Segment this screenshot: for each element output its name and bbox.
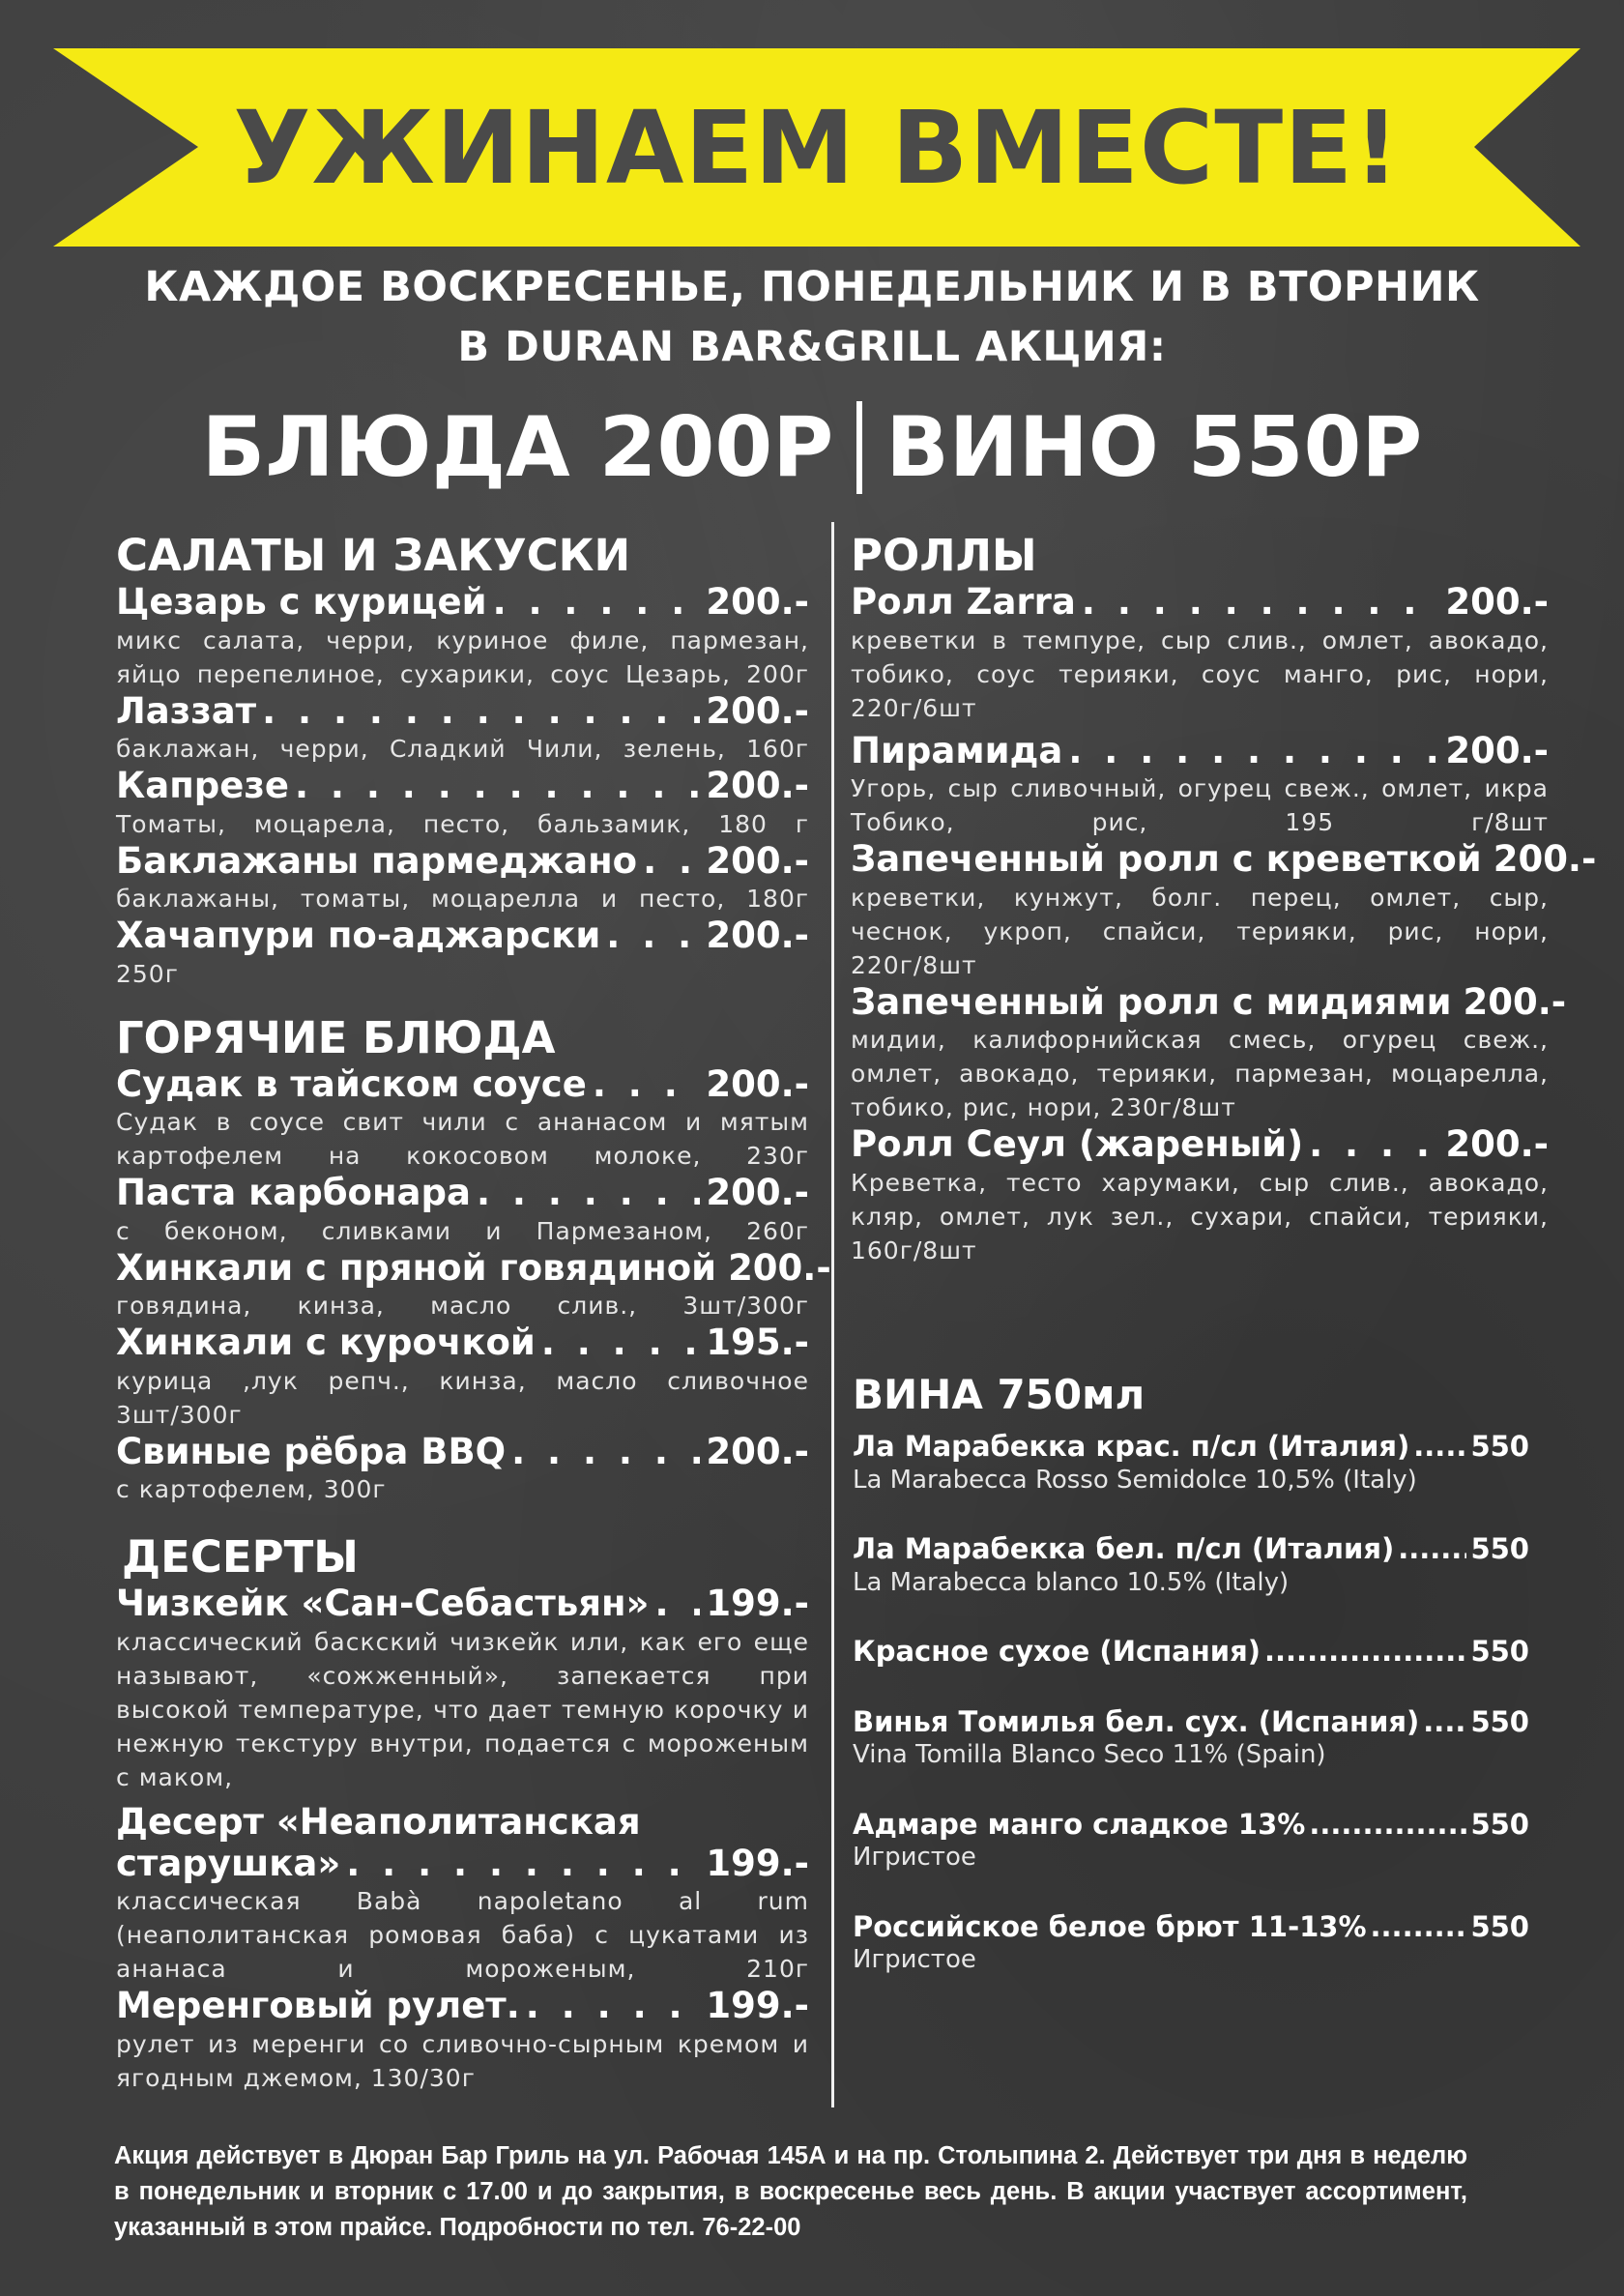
item-description: креветки в темпуре, сыр слив., омлет, авокадо, тобико, соус терияки, соус манго, рис, нори, 220г/6шт [851, 625, 1549, 722]
menu-item [116, 1173, 809, 1248]
promo-banner [53, 48, 1580, 247]
promo-days-line: КАЖДОЕ ВОСКРЕСЕНЬЕ, ПОНЕДЕЛЬНИК И В ВТОРНИК [144, 263, 1480, 311]
wine-item [853, 1807, 1529, 1875]
dot-leader [262, 691, 700, 733]
item-price: 200.- [706, 581, 809, 623]
item-name: Хачапури по-аджарски [116, 915, 601, 957]
item-description: Угорь, сыр сливочный, огурец свеж., омлет, икра Тобико, рис, 195 г/8шт [851, 774, 1549, 837]
item-name: Баклажаны пармеджано [116, 839, 638, 882]
wine-name: Красное сухое (Испания) [853, 1635, 1261, 1669]
item-name: Капрезе [116, 765, 289, 807]
item-name: старушка» [116, 1842, 341, 1884]
wine-price: 550 [1470, 1430, 1529, 1464]
section-title-desserts: ДЕСЕРТЫ [122, 1531, 359, 1584]
item-price: 199.- [706, 1842, 809, 1884]
item-price: 200.- [728, 1246, 831, 1289]
item-name: Лаззат [116, 689, 257, 732]
menu-item [851, 980, 1567, 1125]
dot-leader [1309, 1124, 1439, 1166]
promo-venue-line: В DURAN BAR&GRILL АКЦИЯ: [457, 323, 1167, 371]
menu-item [116, 691, 809, 767]
menu-item [116, 915, 809, 991]
menu-item [116, 1064, 809, 1174]
dot-leader [1309, 1807, 1466, 1842]
footer-terms: Акция действует в Дюран Бар Гриль на ул. Рабочая 145А и на пр. Столыпина 2. Действует три дня в неделю в понедельник и вторник с 17.00 и до закрытия, в воскресенье весь день. В акции участвует ассортимент, указанный в этом прайсе. Подробности по тел. 76-22-00 [114, 2142, 1467, 2241]
wine-item [853, 1634, 1529, 1669]
item-price: 200.- [706, 839, 809, 882]
item-price: 200.- [1445, 1123, 1549, 1166]
item-name: Цезарь с курицей [116, 581, 487, 623]
hot-dishes-list [116, 1062, 831, 1507]
menu-item [116, 1986, 809, 2095]
wine-price: 550 [1470, 1635, 1529, 1669]
item-name: Ролл Сеул (жареный) [851, 1123, 1304, 1166]
item-description: говядина, кинза, масло слив., 3шт/300г [116, 1292, 809, 1321]
wine-subtitle: La Marabecca Rosso Semidolce 10,5% (Italy) [853, 1465, 1417, 1495]
item-name: Паста карбонара [116, 1172, 471, 1214]
dot-leader [654, 1584, 700, 1625]
wine-name: Ла Марабекка крас. п/сл (Италия) [853, 1430, 1410, 1464]
salads-list [116, 582, 809, 991]
menu-item [851, 1124, 1549, 1267]
menu-item [116, 1584, 809, 1794]
item-price: 200.- [1463, 980, 1567, 1023]
item-name-line1: Десерт «Неаполитанская [116, 1801, 641, 1844]
item-description: 250г [116, 959, 179, 988]
menu-item [116, 582, 809, 691]
item-price: 200.- [706, 1062, 809, 1105]
wine-price: 550 [1470, 1909, 1529, 1943]
item-price: 200.- [706, 915, 809, 957]
item-name: Хинкали с пряной говядиной [116, 1246, 717, 1289]
promo-headline [0, 394, 1624, 501]
dot-leader [1068, 731, 1439, 772]
menu-item [116, 1322, 809, 1432]
item-price: 200.- [1493, 838, 1597, 881]
dot-leader [1371, 1909, 1467, 1944]
wine-item [853, 1531, 1529, 1599]
section-title-hot: ГОРЯЧИЕ БЛЮДА [116, 1011, 556, 1063]
wine-price: 550 [1470, 1532, 1529, 1566]
rolls-list [851, 581, 1597, 1267]
item-price: 199.- [706, 1985, 809, 2027]
item-price: 200.- [706, 1430, 809, 1472]
wine-name: Адмаре манго сладкое 13% [853, 1807, 1306, 1841]
wine-subtitle: Vina Tomilla Blanco Seco 11% (Spain) [853, 1739, 1326, 1769]
item-price: 199.- [706, 1583, 809, 1625]
section-title-rolls: РОЛЛЫ [851, 530, 1037, 581]
item-description: Креветка, тесто харумаки, сыр слив., авокадо, кляр, омлет, лук зел., сухари, спайси, терияки, 160г/8шт [851, 1168, 1549, 1264]
wine-item [853, 1429, 1529, 1497]
dot-leader [477, 1173, 700, 1214]
wine-subtitle: Игристое [853, 1843, 976, 1873]
dot-leader [346, 1844, 700, 1885]
item-name: Чизкейк «Сан-Себастьян» [116, 1583, 650, 1625]
wine-subtitle: Игристое [853, 1945, 976, 1975]
dot-leader [593, 1064, 701, 1106]
section-title-salads: САЛАТЫ И ЗАКУСКИ [116, 530, 631, 581]
item-price: 200.- [706, 765, 809, 807]
wine-name: Винья Томилья бел. сух. (Испания) [853, 1704, 1420, 1738]
wine-item [853, 1909, 1529, 1977]
dot-leader [526, 1986, 701, 2027]
item-name: Ролл Zarra [851, 581, 1076, 623]
headline-separator [856, 401, 862, 494]
dot-leader [511, 1432, 700, 1473]
item-description: креветки, кунжут, болг. перец, омлет, сыр, чеснок, укроп, спайси, терияки, рис, нори, 220г/8шт [851, 883, 1549, 979]
dot-leader [1082, 582, 1439, 624]
dot-leader [1413, 1429, 1466, 1464]
wine-price: 550 [1470, 1704, 1529, 1738]
menu-item [116, 1432, 809, 1507]
item-description: мидии, калифорнийская смесь, огурец свеж., омлет, авокадо, терияки, пармезан, моцарелла, тобико, рис, нори, 230г/8шт [851, 1026, 1549, 1122]
item-description: Судак в соусе свит чили с ананасом и мятым картофелем на кокосовом молоке, 230г [116, 1108, 809, 1171]
dot-leader [1264, 1634, 1466, 1669]
wine-subtitle: La Marabecca blanco 10.5% (Italy) [853, 1567, 1290, 1597]
menu-item [116, 1802, 809, 1986]
item-name: Свиные рёбра BBQ [116, 1430, 507, 1472]
item-description: рулет из меренги со сливочно-сырным кремом и ягодным джемом, 130/30г [116, 2029, 809, 2092]
item-description: курица ,лук репч., кинза, масло сливочное 3шт/300г [116, 1366, 809, 1429]
item-name: Хинкали с курочкой [116, 1322, 536, 1364]
desserts-list [116, 1584, 809, 2094]
item-price: 200.- [706, 689, 809, 732]
item-name: Запеченный ролл с креветкой [851, 838, 1482, 881]
dot-leader [493, 582, 701, 624]
promo-dishes-price: БЛЮДА 200Р [201, 399, 834, 496]
item-price: 195.- [706, 1322, 809, 1364]
wine-price: 550 [1470, 1807, 1529, 1841]
menu-item [116, 841, 809, 916]
dot-leader [1423, 1704, 1466, 1739]
item-description: баклажаны, томаты, моцарелла и песто, 180г [116, 885, 809, 914]
dot-leader [606, 915, 700, 957]
item-name: Пирамида [851, 729, 1063, 771]
item-name: Запеченный ролл с мидиями [851, 980, 1452, 1023]
wine-name: Российское белое брют 11-13% [853, 1909, 1367, 1943]
item-description: с беконом, сливками и Пармезаном, 260г [116, 1216, 809, 1245]
item-description: классическая Babà napoletano al rum (неаполитанская ромовая баба) с цукатами из ананаса и мороженым, 210г [116, 1887, 809, 1984]
item-name: Меренговый рулет. [116, 1985, 520, 2027]
wines-section [853, 1371, 1529, 2012]
menu-item [851, 731, 1549, 840]
item-description: классический баскский чизкейк или, как его еще называют, «сожженный», запекается при высокой температуре, что дает темную корочку и нежную текстуру внутри, подается с мороженым с маком, [116, 1628, 809, 1792]
banner-title: УЖИНАЕМ ВМЕСТЕ! [233, 88, 1401, 207]
item-description: микс салата, черри, куриное филе, пармезан, яйцо перепелиное, сухарики, соус Цезарь, 200г [116, 625, 809, 688]
dot-leader [643, 841, 700, 883]
left-menu-column [116, 530, 831, 2095]
item-description: Томаты, моцарела, песто, бальзамик, 180 г [116, 809, 809, 838]
column-divider [831, 522, 834, 2107]
menu-item [851, 582, 1549, 725]
item-price: 200.- [1445, 729, 1549, 771]
wine-item [853, 1704, 1529, 1772]
item-description: баклажан, черри, Сладкий Чили, зелень, 160г [116, 735, 809, 764]
right-menu-column [851, 530, 1597, 1267]
dot-leader [1398, 1531, 1466, 1566]
menu-item [116, 1246, 831, 1323]
item-description: с картофелем, 300г [116, 1475, 387, 1504]
item-price: 200.- [706, 1172, 809, 1214]
section-title-wines: ВИНА 750мл [853, 1371, 1146, 1418]
promo-wine-price: ВИНО 550Р [885, 399, 1423, 496]
dot-leader [295, 766, 700, 807]
wine-name: Ла Марабекка бел. п/сл (Италия) [853, 1532, 1395, 1566]
dot-leader [541, 1322, 701, 1364]
menu-item [116, 766, 809, 841]
item-price: 200.- [1445, 581, 1549, 623]
menu-item [851, 838, 1597, 982]
item-name: Судак в тайском соусе [116, 1062, 587, 1105]
